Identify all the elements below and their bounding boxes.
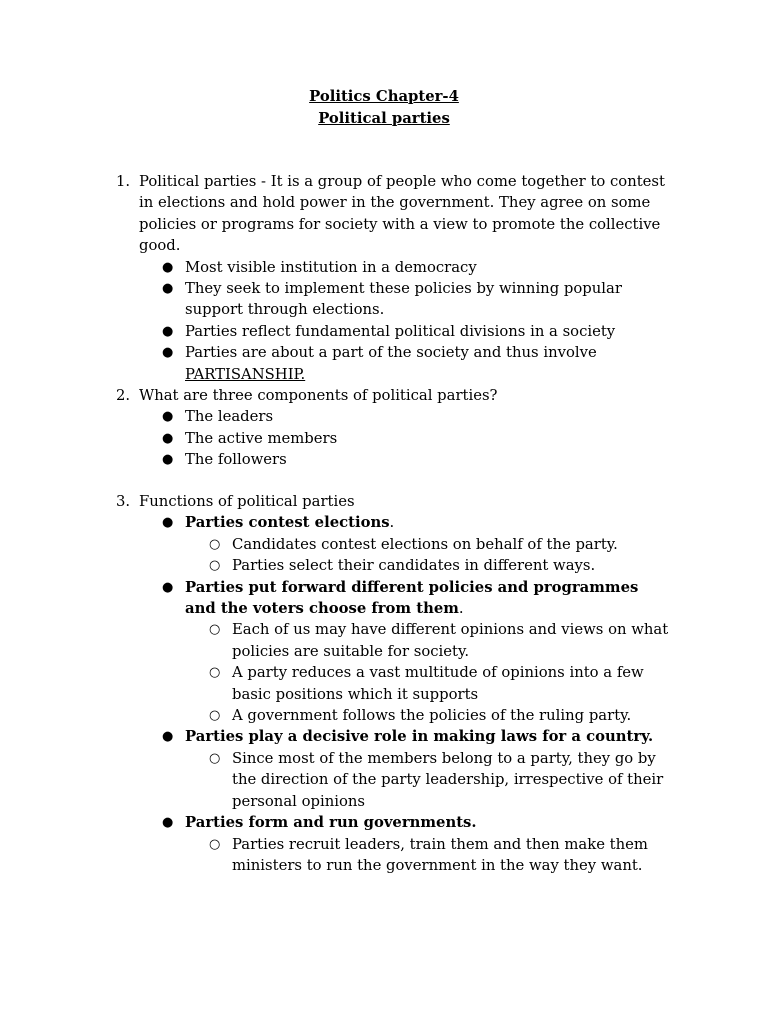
bullet-item <box>0 278 670 321</box>
item-text: Political parties - It is a group of people who come together to contest in elections and hold power in the government. They agree on some policies or programs for society with a view to promote the collective good. <box>139 173 665 255</box>
item-number: 2. <box>116 387 131 404</box>
bullet-icon: ● <box>162 323 174 339</box>
document-title <box>0 86 768 130</box>
bullet-icon: ● <box>162 259 174 275</box>
bullet-item <box>0 321 670 342</box>
sub-bullet-item <box>0 555 672 576</box>
bullet-text: The active members <box>185 429 338 447</box>
item-number: 1. <box>116 173 131 190</box>
function-item <box>0 512 670 533</box>
partisanship-term: PARTISANSHIP. <box>185 365 306 383</box>
sub-bullet-item <box>0 748 672 812</box>
function-item <box>0 726 670 747</box>
sub-bullet-text: A government follows the policies of the ruling party. <box>232 707 632 725</box>
section-political-parties <box>0 171 768 385</box>
item-text: What are three components of political parties? <box>139 387 498 404</box>
numbered-item-1 <box>0 171 669 257</box>
bullet-icon: ● <box>162 409 174 425</box>
bullet-text: The leaders <box>185 408 274 426</box>
chapter-title: Politics Chapter-4 <box>309 88 459 105</box>
sub-bullet-icon: ○ <box>209 622 221 638</box>
sub-bullet-text: Parties recruit leaders, train them and then make them ministers to run the government in the way they want. <box>232 835 648 874</box>
bullet-item <box>0 406 670 427</box>
sub-bullet-icon: ○ <box>209 750 221 766</box>
bullet-text: Parties reflect fundamental political divisions in a society <box>185 322 616 340</box>
sub-bullet-item <box>0 705 672 726</box>
bullet-item <box>0 342 670 385</box>
bullet-icon: ● <box>162 815 174 831</box>
function-heading-suffix: . <box>389 514 395 532</box>
bullet-text: The followers <box>185 451 287 469</box>
bullet-item <box>0 449 670 470</box>
sub-bullet-icon: ○ <box>209 836 221 852</box>
function-heading: Parties contest elections <box>185 514 390 532</box>
sub-bullet-icon: ○ <box>209 708 221 724</box>
bullet-item <box>0 257 670 278</box>
sub-bullet-text: Since most of the members belong to a party, they go by the direction of the party leadership, irrespective of their personal opinions <box>232 749 664 810</box>
sub-bullet-icon: ○ <box>209 536 221 552</box>
bullet-icon: ● <box>162 345 174 361</box>
numbered-item-2 <box>0 385 669 406</box>
function-item <box>0 577 670 620</box>
bullet-icon: ● <box>162 729 174 745</box>
sub-bullet-icon: ○ <box>209 665 221 681</box>
bullet-icon: ● <box>162 430 174 446</box>
sub-bullet-text: A party reduces a vast multitude of opinions into a few basic positions which it supports <box>232 664 644 703</box>
bullet-icon: ● <box>162 515 174 531</box>
item-number: 3. <box>116 493 131 510</box>
function-heading-suffix: . <box>458 600 464 618</box>
bullet-icon: ● <box>162 452 174 468</box>
sub-bullet-text: Parties select their candidates in different ways. <box>232 557 596 575</box>
bullet-text: Parties are about a part of the society and thus involve <box>185 344 597 362</box>
function-heading: Parties put forward different policies and programmes and the voters choose from them <box>185 578 639 618</box>
bullet-text: They seek to implement these policies by winning popular support through elections. <box>185 280 622 319</box>
sub-bullet-icon: ○ <box>209 558 221 574</box>
section-components <box>0 385 768 471</box>
function-item <box>0 812 670 833</box>
sub-bullet-item <box>0 834 672 877</box>
function-heading: Parties form and run governments. <box>185 814 477 832</box>
sub-bullet-item <box>0 619 672 662</box>
sub-bullet-text: Candidates contest elections on behalf of the party. <box>232 535 618 553</box>
sub-bullet-item <box>0 662 672 705</box>
sub-bullet-item <box>0 534 672 555</box>
sub-bullet-text: Each of us may have different opinions and views on what policies are suitable for society. <box>232 621 669 660</box>
item-text: Functions of political parties <box>139 493 355 510</box>
function-heading: Parties play a decisive role in making laws for a country. <box>185 728 654 746</box>
numbered-item-3 <box>0 491 669 512</box>
bullet-icon: ● <box>162 281 174 297</box>
bullet-icon: ● <box>162 579 174 595</box>
topic-title: Political parties <box>318 110 450 127</box>
section-functions <box>0 491 768 876</box>
bullet-text: Most visible institution in a democracy <box>185 258 477 276</box>
bullet-item <box>0 428 670 449</box>
